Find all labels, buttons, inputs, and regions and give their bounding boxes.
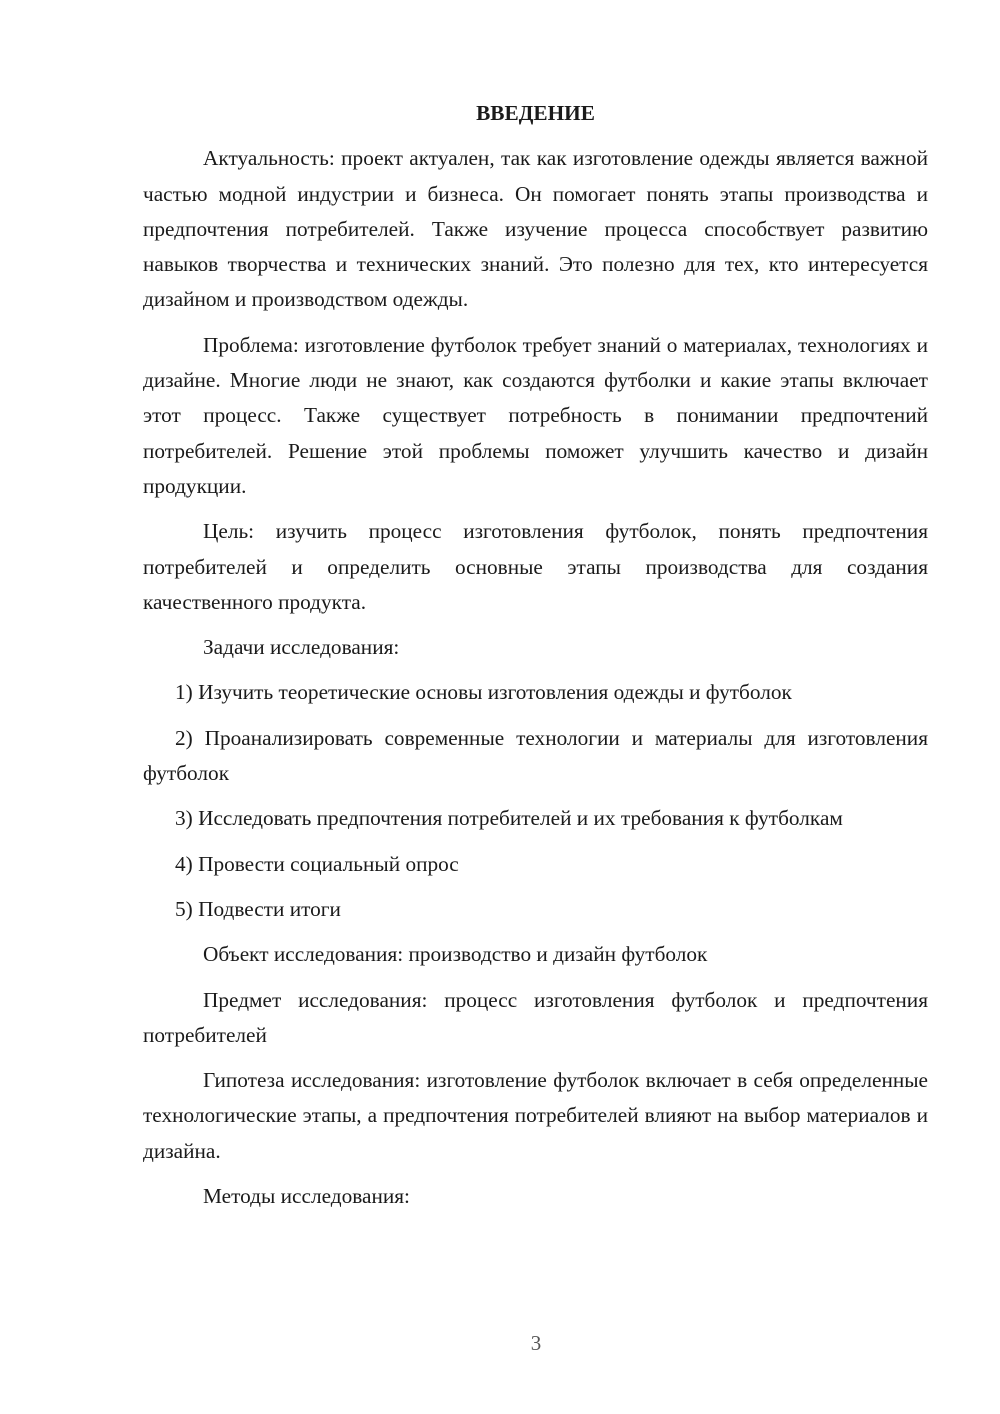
- problem-paragraph: Проблема: изготовление футболок требует знаний о материалах, технологиях и дизайне. Многие люди не знают, как создаются футболки и какие этапы включает этот процесс. Также существует потребность в понимании предпочтений потребителей. Решение этой проблемы поможет улучшить качество и дизайн продукции.: [143, 332, 928, 498]
- list-item: 2) Проанализировать современные технологии и материалы для изготовления футболок: [143, 725, 928, 786]
- list-item: 5) Подвести итоги: [175, 896, 341, 921]
- object-paragraph: Объект исследования: производство и дизайн футболок: [203, 942, 708, 967]
- tasks-list: [143, 675, 928, 927]
- hypothesis-paragraph: Гипотеза исследования: изготовление футболок включает в себя определенные технологические этапы, а предпочтения потребителей влияют на выбор материалов и дизайна.: [143, 1068, 928, 1163]
- page-title: ВВЕДЕНИЕ: [476, 101, 595, 125]
- list-item: 4) Провести социальный опрос: [175, 851, 459, 876]
- list-item: 1) Изучить теоретические основы изготовления одежды и футболок: [175, 680, 792, 705]
- subject-paragraph: Предмет исследования: процесс изготовления футболок и предпочтения потребителей: [143, 987, 928, 1047]
- goal-paragraph: Цель: изучить процесс изготовления футболок, понять предпочтения потребителей и определить основные этапы производства для создания качественного продукта.: [143, 519, 928, 614]
- list-item: 3) Исследовать предпочтения потребителей и их требования к футболкам: [175, 806, 843, 831]
- document-body: [143, 96, 928, 1224]
- methods-heading: Методы исследования:: [203, 1184, 410, 1209]
- page-number: 3: [530, 1331, 542, 1355]
- relevance-paragraph: Актуальность: проект актуален, так как изготовление одежды является важной частью модной индустрии и бизнеса. Он помогает понять этапы производства и предпочтения потребителей. Также изучение процесса способствует развитию навыков творчества и технических знаний. Это полезно для тех, кто интересуется дизайном и производством одежды.: [143, 146, 928, 312]
- tasks-heading: Задачи исследования:: [203, 635, 400, 660]
